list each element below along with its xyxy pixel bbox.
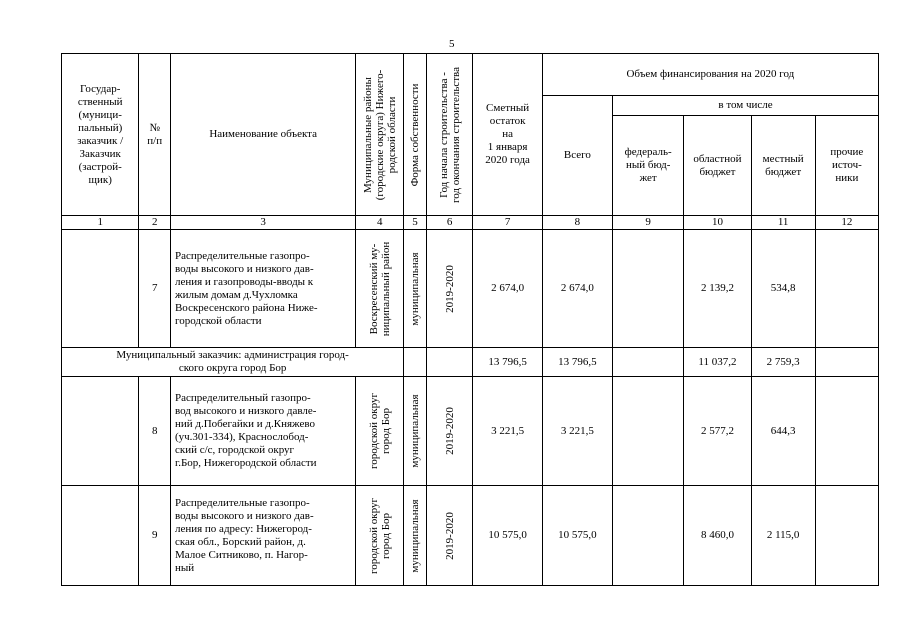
header-federal: федераль- ный бюд- жет [613, 116, 684, 216]
header-object-name: Наименование объекта [170, 54, 355, 216]
header-years: Год начала строительства - год окончания строительства [426, 54, 473, 216]
header-districts: Муниципальные районы (городские округа) Нижего- родской области [356, 54, 404, 216]
table-row: 8 Распределительный газопро- вод высокого и низкого давле- ний д.Побегайки и д.Княжево (уч.301-334), Краснослобод- ский с/с, городской округ г.Бор, Нижегородской области городской округ город Бор муниципальная 2019-2020 3 221,5 3 221,5 2 577,2 644,3 [62, 377, 879, 486]
page-number: 5 [449, 38, 455, 50]
header-number: № п/п [139, 54, 171, 216]
header-other: прочие источ- ники [815, 116, 878, 216]
municipal-customer-row: Муниципальный заказчик: администрация город- ского округа город Бор 13 796,5 13 796,5 11 037,2 2 759,3 [62, 348, 879, 377]
header-customer: Государ- ственный (муници- пальный) заказчик / Заказчик (застрой- щик) [62, 54, 139, 216]
header-total: Всего [542, 96, 612, 216]
header-funding: Объем финансирования на 2020 год [542, 54, 878, 96]
header-regional: областной бюджет [684, 116, 751, 216]
table-row: 7 Распределительные газопро- воды высокого и низкого дав- ления и газопроводы-вводы к жилым домам д.Чухломка Воскресенского района Ниже- городской области Воскресенский му- ниципальный район муниципальная 2019-2020 2 674,0 2 674,0 2 139,2 534,8 [62, 230, 879, 348]
table-row: 9 Распределительные газопро- воды высокого и низкого дав- ления по адресу: Нижегород- ская обл., Борский район, д. Малое Ситниково, п. Нагор- ный городской округ город Бор муниципальная 2019-2020 10 575,0 10 575,0 8 460,0 2 115,0 [62, 486, 879, 586]
header-including: в том числе [613, 96, 879, 116]
header-ownership: Форма собственности [404, 54, 426, 216]
column-numbers-row: 1 2 3 4 5 6 7 8 9 10 11 12 [62, 216, 879, 230]
header-estimate: Сметный остаток на 1 января 2020 года [473, 54, 542, 216]
financing-table [61, 53, 879, 586]
header-local: местный бюджет [751, 116, 815, 216]
